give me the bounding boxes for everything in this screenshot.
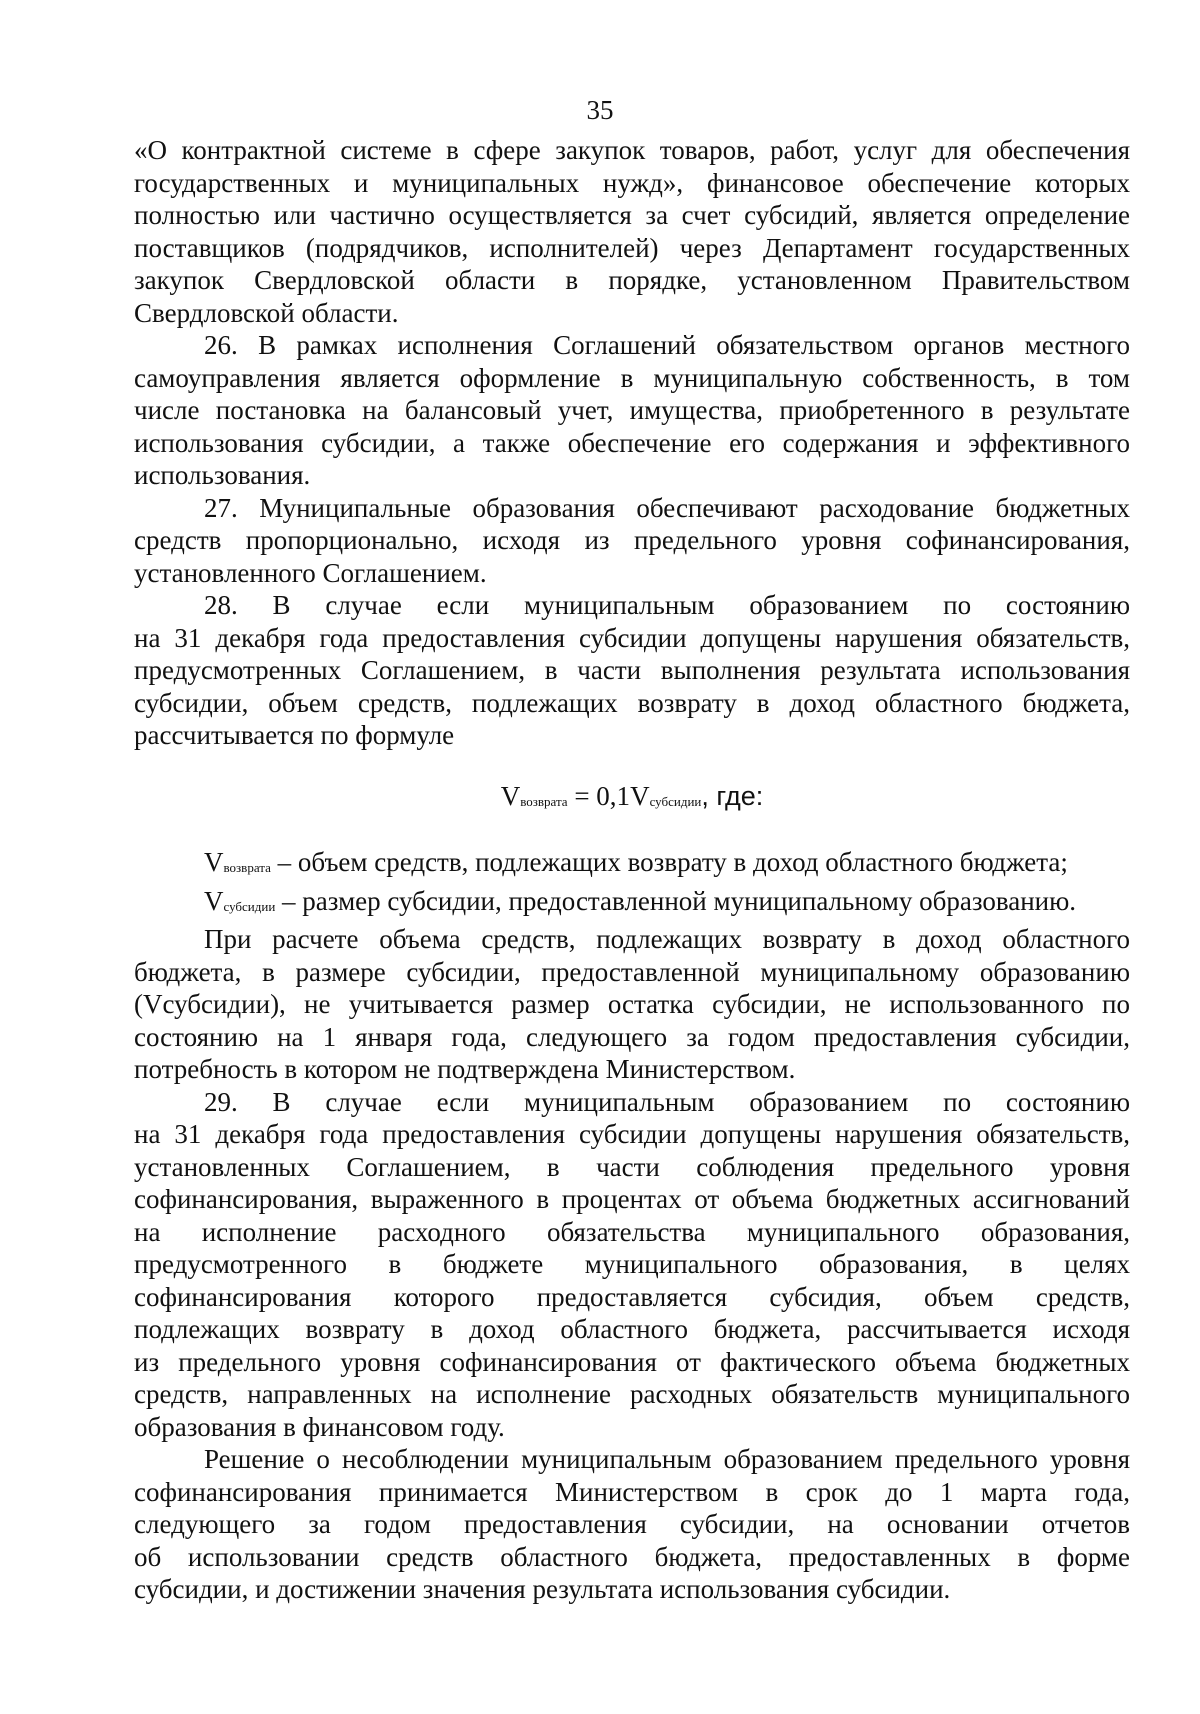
text-line: бюджета, в размере субсидии, предоставленной муниципальному образованию <box>134 956 1130 987</box>
text-line: предусмотренного в бюджете муниципального образования, в целях <box>134 1249 1130 1279</box>
text-line: об использовании средств областного бюджета, предоставленных в форме <box>134 1541 1130 1572</box>
text-line: 27. Муниципальные образования обеспечивают расходование бюджетных <box>204 492 1130 523</box>
text-line: Свердловской области. <box>134 297 399 328</box>
formula-lhs-symbol: V <box>500 780 521 811</box>
document-body <box>134 134 1130 1606</box>
text-line: предусмотренных Соглашением, в части выполнения результата использования <box>134 655 1130 685</box>
text-line: состоянию на 1 января года, следующего за годом предоставления субсидии, <box>134 1021 1130 1052</box>
definition-refund <box>134 846 1130 885</box>
text-line: «О контрактной системе в сфере закупок товаров, работ, услуг для обеспечения <box>134 135 1130 165</box>
definition-subscript: субсидии <box>223 898 276 914</box>
text-line: использования субсидии, а также обеспечение его содержания и эффективного <box>134 427 1130 458</box>
definition-symbol: V <box>204 847 224 877</box>
text-line: самоуправления является оформление в муниципальную собственность, в том <box>134 362 1130 393</box>
definition-text: – объем средств, подлежащих возврату в доход областного бюджета; <box>270 847 1068 877</box>
text-line: образования в финансовом году. <box>134 1411 505 1442</box>
text-line: 28. В случае если муниципальным образованием по состоянию <box>204 590 1130 620</box>
text-line: 29. В случае если муниципальным образованием по состоянию <box>204 1086 1130 1117</box>
text-line: установленных Соглашением, в части соблюдения предельного уровня <box>134 1151 1130 1182</box>
paragraph-27 <box>134 492 1130 590</box>
text-line: на 31 декабря года предоставления субсидии допущены нарушения обязательств, <box>134 622 1130 653</box>
definition-symbol: V <box>204 885 224 916</box>
text-line: подлежащих возврату в доход областного бюджета, рассчитывается исходя <box>134 1314 1130 1344</box>
text-line: из предельного уровня софинансирования от фактического объема бюджетных <box>134 1346 1130 1377</box>
text-line: Решение о несоблюдении муниципальным образованием предельного уровня <box>204 1444 1130 1474</box>
text-line: на исполнение расходного обязательства муниципального образования, <box>134 1216 1130 1247</box>
paragraph-25-continued <box>134 134 1130 329</box>
text-line: закупок Свердловской области в порядке, установленном Правительством <box>134 265 1130 295</box>
text-line: софинансирования принимается Министерством в срок до 1 марта года, <box>134 1476 1130 1507</box>
paragraph-28 <box>134 589 1130 752</box>
page-number: 35 <box>586 95 614 125</box>
definition-subscript: возврата <box>223 860 271 875</box>
paragraph-29 <box>134 1086 1130 1444</box>
formula-lhs-subscript: возврата <box>520 793 568 809</box>
paragraph-decision <box>134 1443 1130 1606</box>
text-line: средств пропорционально, исходя из предельного уровня софинансирования, <box>134 525 1130 555</box>
text-line: софинансирования, выраженного в процентах от объема бюджетных ассигнований <box>134 1184 1130 1214</box>
formula-tail: , где: <box>701 780 764 811</box>
text-line: субсидии, объем средств, подлежащих возврату в доход областного бюджета, <box>134 687 1130 718</box>
definition-subsidy <box>134 885 1130 924</box>
text-line: числе постановка на балансовый учет, имущества, приобретенного в результате <box>134 395 1130 425</box>
text-line: на 31 декабря года предоставления субсидии допущены нарушения обязательств, <box>134 1119 1130 1149</box>
definition-text: – размер субсидии, предоставленной муниципальному образованию. <box>275 885 1077 916</box>
text-line: государственных и муниципальных нужд», финансовое обеспечение которых <box>134 167 1130 198</box>
text-line: установленного Соглашением. <box>134 557 487 588</box>
text-line: полностью или частично осуществляется за счет субсидий, является определение <box>134 200 1130 230</box>
formula-rhs-subscript: субсидии <box>649 793 702 809</box>
formula-rhs-symbol: V <box>630 780 650 811</box>
formula-equals: = 0,1 <box>567 780 631 811</box>
paragraph-calculation-note <box>134 923 1130 1086</box>
text-line: следующего за годом предоставления субсидии, на основании отчетов <box>134 1509 1130 1539</box>
paragraph-26 <box>134 329 1130 492</box>
refund-formula <box>134 780 1130 819</box>
text-line: При расчете объема средств, подлежащих возврату в доход областного <box>204 924 1130 954</box>
text-line: 26. В рамках исполнения Соглашений обязательством органов местного <box>204 330 1130 360</box>
text-line: субсидии, и достижении значения результата использования субсидии. <box>134 1574 951 1604</box>
text-line: использования. <box>134 460 311 490</box>
formula-definitions <box>134 846 1130 923</box>
text-line: поставщиков (подрядчиков, исполнителей) через Департамент государственных <box>134 232 1130 263</box>
text-line: софинансирования которого предоставляется субсидия, объем средств, <box>134 1281 1130 1312</box>
text-line: потребность в котором не подтверждена Министерством. <box>134 1054 796 1084</box>
text-line: средств, направленных на исполнение расходных обязательств муниципального <box>134 1379 1130 1409</box>
text-line: (Vсубсидии), не учитывается размер остатка субсидии, не использованного по <box>134 989 1130 1019</box>
text-line: рассчитывается по формуле <box>134 720 455 750</box>
